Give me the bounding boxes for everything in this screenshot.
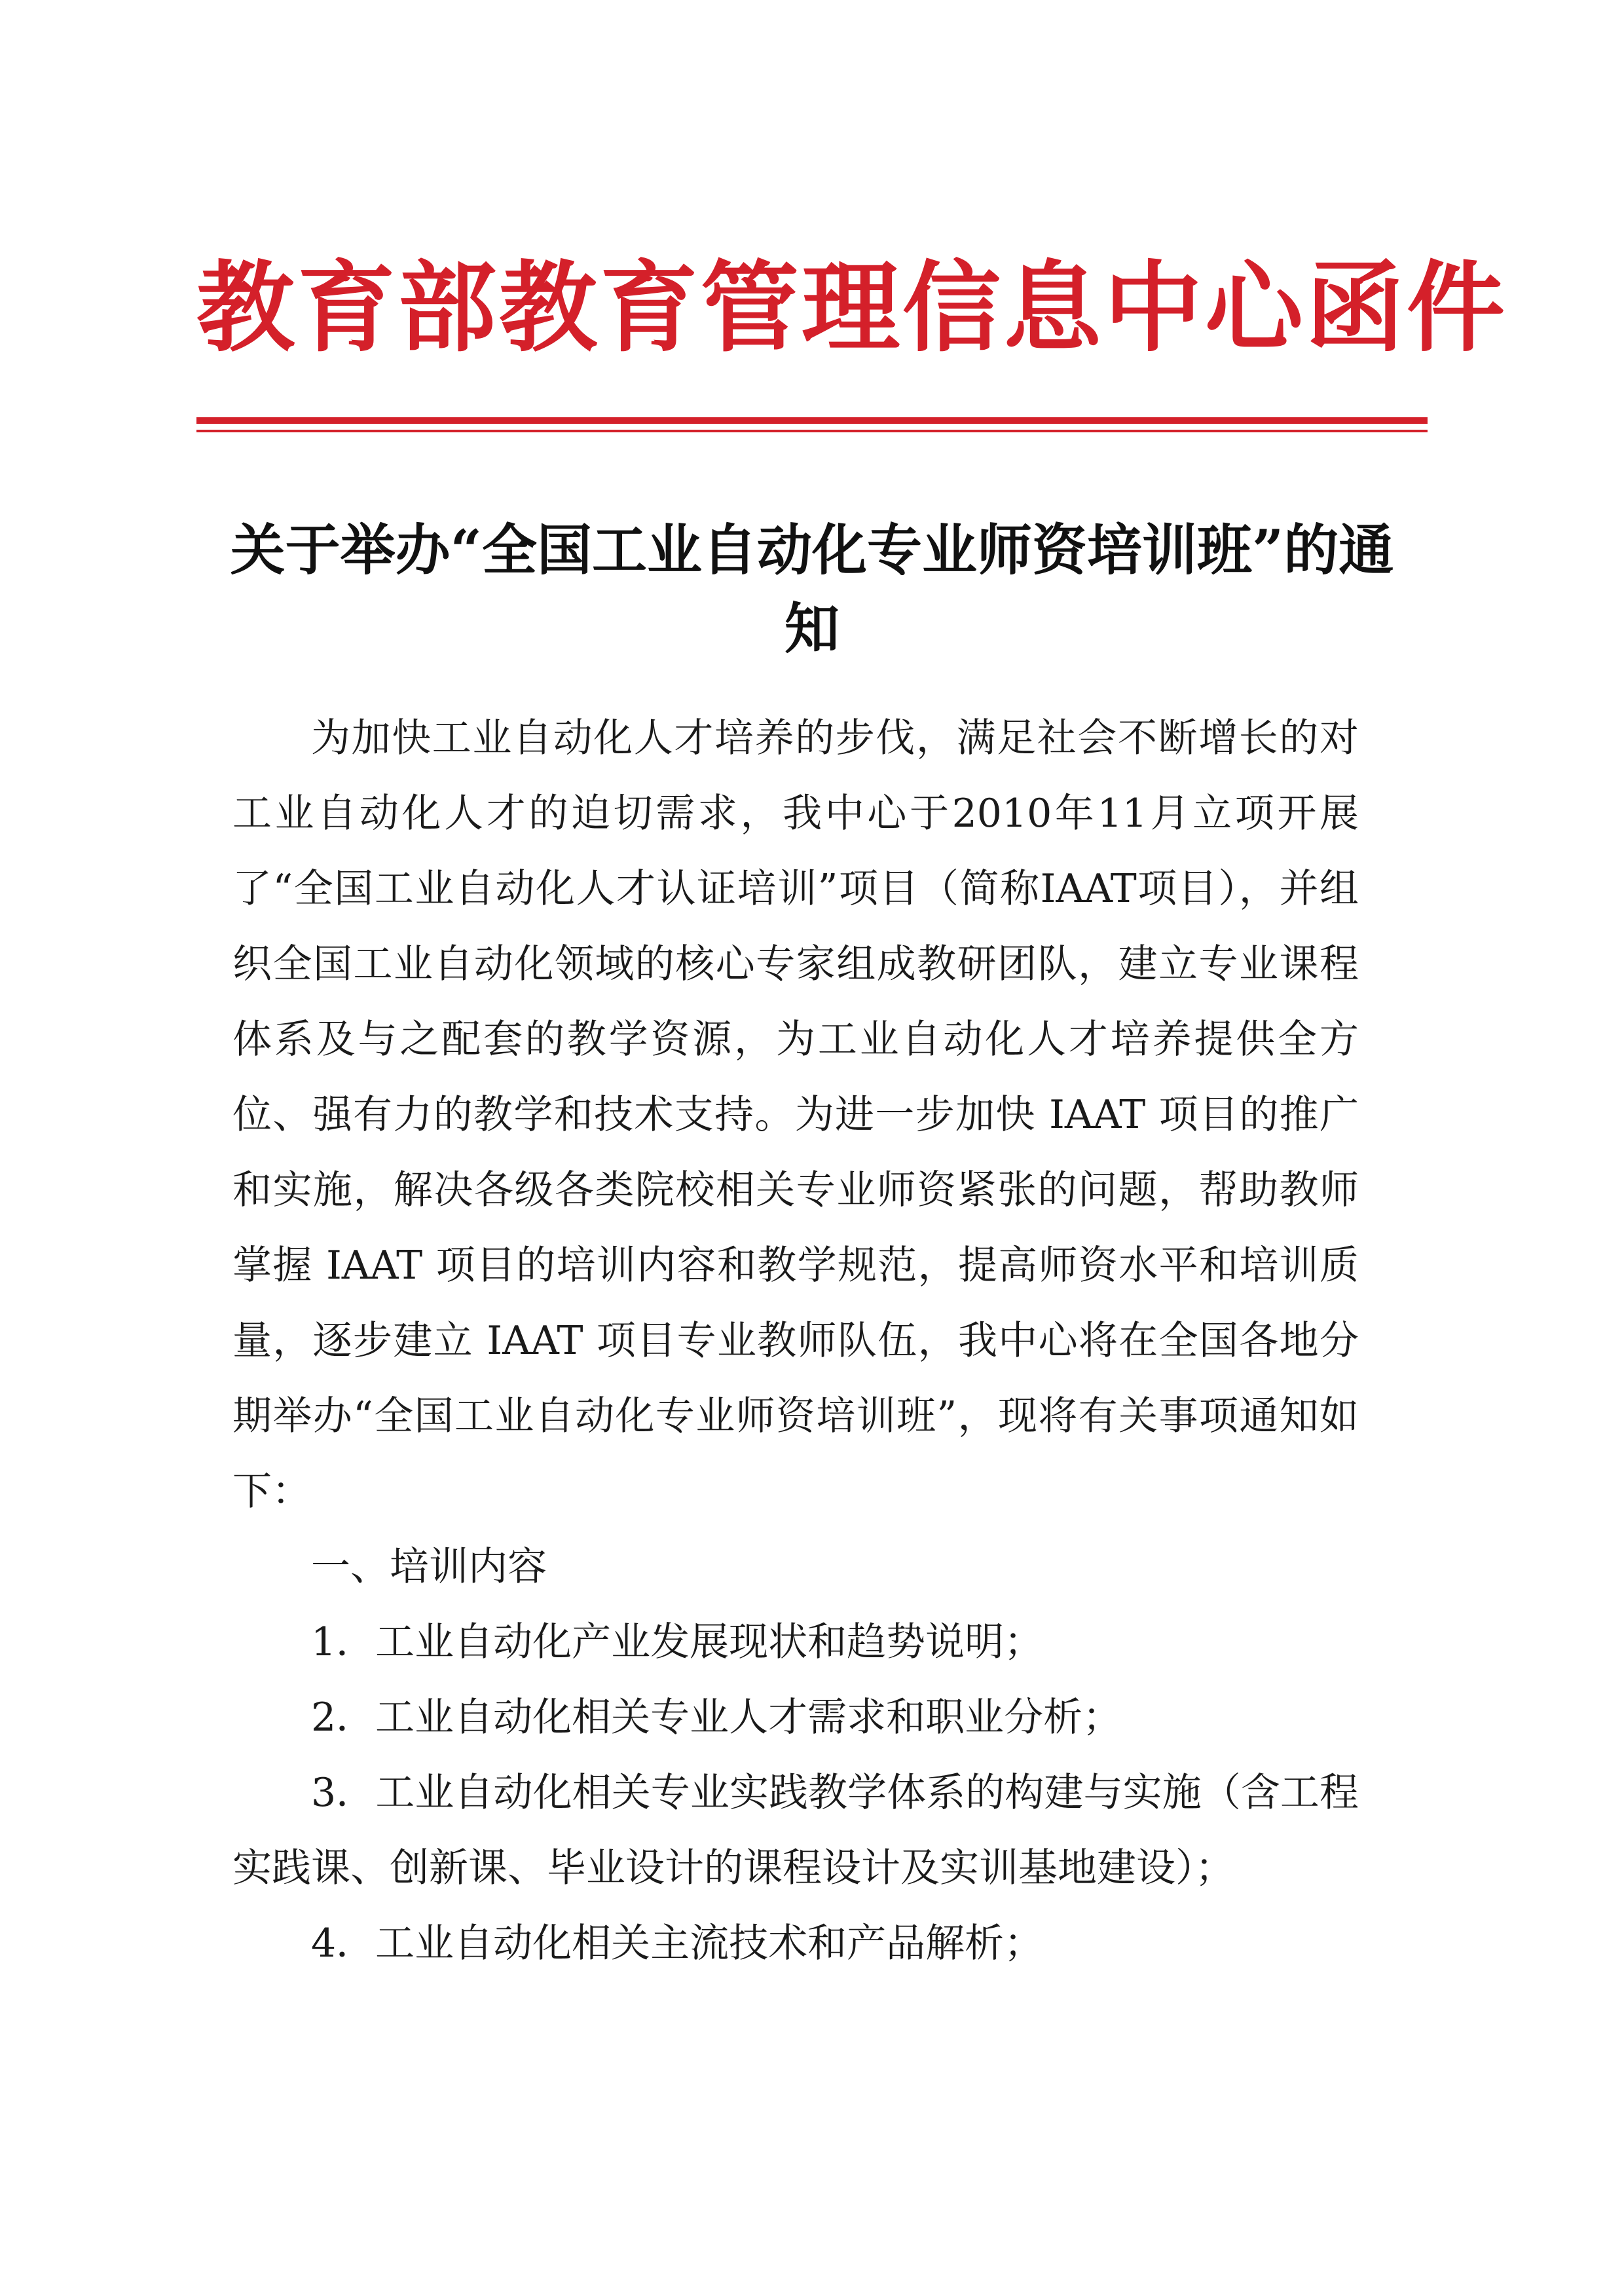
intro-paragraph: 为加快工业自动化人才培养的步伐，满足社会不断增长的对工业自动化人才的迫切需求，我中心于2010年11月立项开展了“全国工业自动化人才认证培训”项目（简称IAAT项目），并组织全国工业自动化领域的核心专家组成教研团队，建立专业课程体系及与之配套的教学资源，为工业自动化人才培养提供全方位、强有力的教学和技术支持。为进一步加快 IAAT 项目的推广和实施，解决各级各类院校相关专业师资紧张的问题，帮助教师掌握 IAAT 项目的培训内容和教学规范，提高师资水平和培训质量，逐步建立 IAAT 项目专业教师队伍，我中心将在全国各地分期举办“全国工业自动化专业师资培训班”，现将有关事项通知如下：: [232, 715, 1359, 1514]
notice-body: [232, 701, 1359, 1981]
list-item: 2．工业自动化相关专业人才需求和职业分析；: [311, 1695, 1122, 1740]
letterhead-rule-thin: [196, 430, 1428, 432]
list-item: 1．工业自动化产业发展现状和趋势说明；: [311, 1619, 1044, 1665]
letterhead-title: 教育部教育管理信息中心函件: [196, 250, 1508, 366]
letterhead-rule-thick: [196, 417, 1428, 424]
list-item: 4．工业自动化相关主流技术和产品解析；: [311, 1921, 1044, 1966]
notice-title: 关于举办“全国工业自动化专业师资培训班”的通知: [230, 517, 1394, 661]
section-heading-content: 一、培训内容: [311, 1544, 547, 1590]
list-item: 3．工业自动化相关专业实践教学体系的构建与实施（含工程实践课、创新课、毕业设计的课程设计及实训基地建设）；: [232, 1770, 1359, 1891]
